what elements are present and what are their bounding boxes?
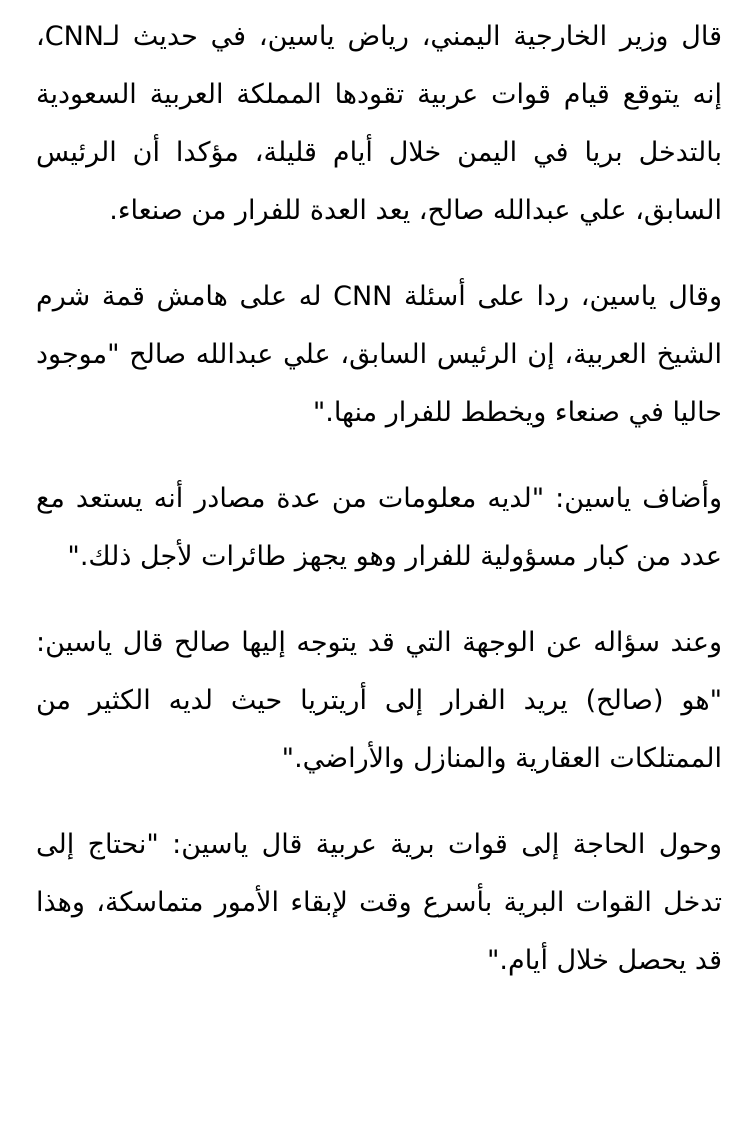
paragraph-1: قال وزير الخارجية اليمني، رياض ياسين، في حديث لـCNN، إنه يتوقع قيام قوات عربية تقودها المملكة العربية السعودية بالتدخل بريا في اليمن خلال أيام قليلة، مؤكدا أن الرئيس السابق، علي عبدالله صالح، يعد العدة للفرار من صنعاء. [36, 21, 722, 226]
paragraph-5: وحول الحاجة إلى قوات برية عربية قال ياسين: "نحتاج إلى تدخل القوات البرية بأسرع وقت لإبقاء الأمور متماسكة، وهذا قد يحصل خلال أيام." [36, 829, 722, 976]
paragraph-2: وقال ياسين، ردا على أسئلة CNN له على هامش قمة شرم الشيخ العربية، إن الرئيس السابق، علي عبدالله صالح "موجود حاليا في صنعاء ويخطط للفرار منها." [36, 281, 722, 428]
paragraph-3: وأضاف ياسين: "لديه معلومات من عدة مصادر أنه يستعد مع عدد من كبار مسؤولية للفرار وهو يجهز طائرات لأجل ذلك." [36, 483, 722, 572]
article-body [36, 8, 722, 1018]
paragraph-4: وعند سؤاله عن الوجهة التي قد يتوجه إليها صالح قال ياسين: "هو (صالح) يريد الفرار إلى أريتريا حيث لديه الكثير من الممتلكات العقارية والمنازل والأراضي." [36, 627, 722, 774]
